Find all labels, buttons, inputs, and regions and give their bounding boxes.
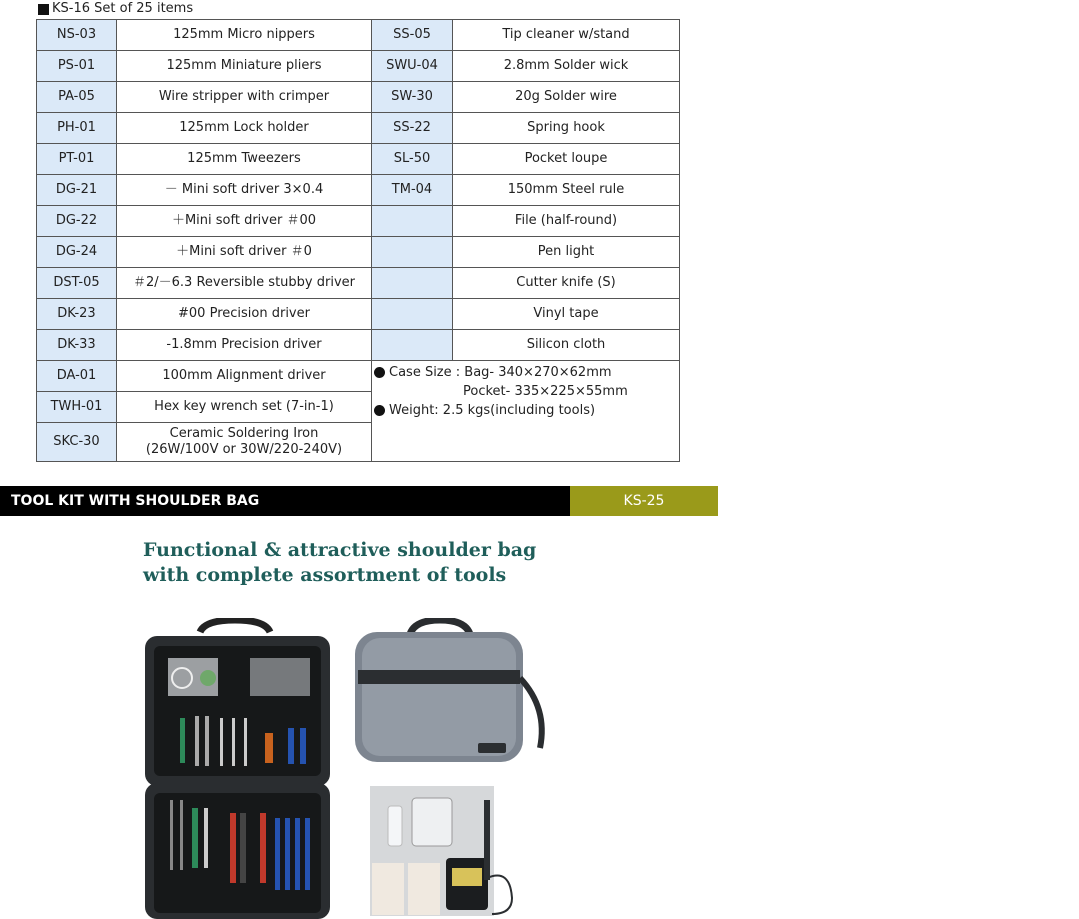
weight-line bbox=[374, 401, 679, 420]
model-badge: KS-25 bbox=[570, 486, 718, 516]
item-code: DA-01 bbox=[37, 361, 117, 392]
item-name: ＋Mini soft driver ＃0 bbox=[117, 237, 372, 268]
item-code: PS-01 bbox=[37, 51, 117, 82]
item-code: SW-30 bbox=[372, 82, 453, 113]
item-code: DK-33 bbox=[37, 330, 117, 361]
item-code: NS-03 bbox=[37, 20, 117, 51]
headline-line-1: Functional & attractive shoulder bag bbox=[143, 539, 537, 561]
product-photo bbox=[140, 618, 560, 919]
item-name: ＃2/－6.3 Reversible stubby driver bbox=[117, 268, 372, 299]
item-name: Pen light bbox=[453, 237, 680, 268]
weight-text: Weight: 2.5 kgs(including tools) bbox=[389, 403, 596, 418]
bullet-icon bbox=[374, 367, 385, 378]
table-row bbox=[37, 82, 680, 113]
item-code-empty bbox=[372, 237, 453, 268]
item-name: － Mini soft driver 3×0.4 bbox=[117, 175, 372, 206]
headline bbox=[143, 538, 536, 588]
item-name: Tip cleaner w/stand bbox=[453, 20, 680, 51]
bullet-icon bbox=[374, 405, 385, 416]
item-code: TWH-01 bbox=[37, 392, 117, 423]
pocket-size-line bbox=[374, 382, 679, 401]
table-row bbox=[37, 237, 680, 268]
table-row bbox=[37, 144, 680, 175]
item-code: PA-05 bbox=[37, 82, 117, 113]
item-code: DG-24 bbox=[37, 237, 117, 268]
item-code: SS-22 bbox=[372, 113, 453, 144]
section-bar bbox=[0, 486, 718, 516]
item-name: 125mm Micro nippers bbox=[117, 20, 372, 51]
item-name: 100mm Alignment driver bbox=[117, 361, 372, 392]
item-name: Pocket loupe bbox=[453, 144, 680, 175]
item-code-empty bbox=[372, 268, 453, 299]
item-code: SWU-04 bbox=[372, 51, 453, 82]
square-bullet-icon bbox=[38, 4, 49, 15]
item-name: 125mm Miniature pliers bbox=[117, 51, 372, 82]
item-name: 125mm Lock holder bbox=[117, 113, 372, 144]
item-code: DG-21 bbox=[37, 175, 117, 206]
item-name: File (half-round) bbox=[453, 206, 680, 237]
item-name: -1.8mm Precision driver bbox=[117, 330, 372, 361]
item-code: PH-01 bbox=[37, 113, 117, 144]
item-name-multiline bbox=[117, 423, 372, 462]
item-code: DG-22 bbox=[37, 206, 117, 237]
item-code: DST-05 bbox=[37, 268, 117, 299]
table-row bbox=[37, 175, 680, 206]
open-tool-case-image bbox=[145, 620, 330, 919]
item-name-detail: (26W/100V or 30W/220-240V) bbox=[145, 442, 343, 457]
shoulder-bag-image bbox=[355, 620, 542, 762]
parts-table bbox=[36, 19, 680, 462]
item-code: SKC-30 bbox=[37, 423, 117, 462]
item-name: 2.8mm Solder wick bbox=[453, 51, 680, 82]
table-row bbox=[37, 113, 680, 144]
accessories-image bbox=[370, 786, 512, 916]
pocket-size-text: Pocket- 335×225×55mm bbox=[463, 384, 628, 399]
item-name: Hex key wrench set (7-in-1) bbox=[117, 392, 372, 423]
table-row bbox=[37, 20, 680, 51]
item-name: Ceramic Soldering Iron bbox=[169, 426, 319, 441]
table-row bbox=[37, 206, 680, 237]
item-name: Silicon cloth bbox=[453, 330, 680, 361]
headline-line-2: with complete assortment of tools bbox=[143, 564, 507, 586]
item-code: TM-04 bbox=[372, 175, 453, 206]
item-name: 125mm Tweezers bbox=[117, 144, 372, 175]
item-name: Wire stripper with crimper bbox=[117, 82, 372, 113]
table-row bbox=[37, 330, 680, 361]
table-row bbox=[37, 51, 680, 82]
item-name: Cutter knife (S) bbox=[453, 268, 680, 299]
item-name: Spring hook bbox=[453, 113, 680, 144]
item-name: #00 Precision driver bbox=[117, 299, 372, 330]
table-row bbox=[37, 268, 680, 299]
table-row bbox=[37, 361, 680, 392]
set-caption-text: KS-16 Set of 25 items bbox=[52, 1, 194, 16]
table-row bbox=[37, 299, 680, 330]
case-size-text: Case Size : Bag- 340×270×62mm bbox=[389, 365, 612, 380]
item-code: DK-23 bbox=[37, 299, 117, 330]
item-code-empty bbox=[372, 330, 453, 361]
item-name: ＋Mini soft driver ＃00 bbox=[117, 206, 372, 237]
set-caption bbox=[38, 1, 193, 17]
item-name: 150mm Steel rule bbox=[453, 175, 680, 206]
item-code: PT-01 bbox=[37, 144, 117, 175]
item-code: SL-50 bbox=[372, 144, 453, 175]
case-size-line bbox=[374, 363, 679, 382]
section-title: TOOL KIT WITH SHOULDER BAG bbox=[0, 486, 570, 516]
item-code: SS-05 bbox=[372, 20, 453, 51]
item-code-empty bbox=[372, 299, 453, 330]
item-name: 20g Solder wire bbox=[453, 82, 680, 113]
spec-cell bbox=[372, 361, 680, 462]
item-code-empty bbox=[372, 206, 453, 237]
item-name: Vinyl tape bbox=[453, 299, 680, 330]
